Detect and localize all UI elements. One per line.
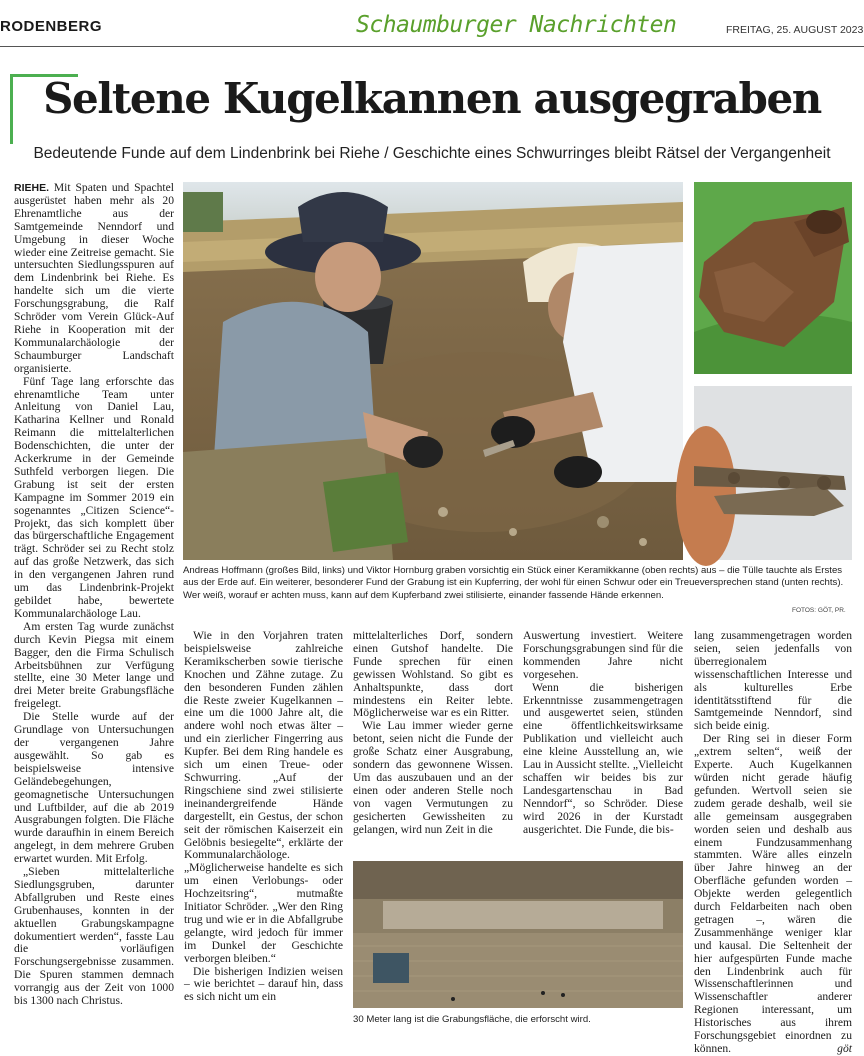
article-column-4: [523, 630, 683, 855]
article-column-3: [353, 630, 513, 855]
header-rule: [0, 46, 864, 47]
paragraph: Die Stelle wurde auf der Grundlage von Untersuchungen der vergangenen Jahre ausgewählt. So gab es beispielsweise intensive Geländebegehungen, geomagnetische Untersuchungen und Luftbilder, auf die ab 2019 Ausgrabungen folgten. Die Fläche wurde daraufhin in einem Bereich angelegt, in dem mehrere Gruben erwartet wurden. Mit Erfolg.: [14, 710, 174, 866]
photo-credit: FOTOS: GÖT, PR.: [792, 607, 846, 614]
subheadline: Bedeutende Funde auf dem Lindenbrink bei Riehe / Geschichte eines Schwurringes bleibt Rätsel der Vergangenheit: [33, 145, 831, 162]
article-column-2: [184, 630, 343, 1030]
author-signature: göt: [837, 1042, 852, 1055]
paragraph: Fünf Tage lang erforschte das ehrenamtliche Team unter Anleitung von Daniel Lau, Katharina Kellner und Ronald Reimann die mittelalterlichen Bodenschichten, die unter der Ackerkrume in der Gemeinde Suthfeld verborgen liegen. Die Grabung ist seit der ersten Kampagne im Sommer 2019 ein sogenanntes „Citizen Science“-Projekt, das sich komplett über das bürgerschaftliche Engagement trägt. Schröder sei zu Recht stolz auf das große Netzwerk, das sich in den vergangenen Jahren rund um das Lindenbrink-Projekt gebildet habe, bewertete Kommunalarchäologe Lau.: [14, 374, 174, 620]
headline: Seltene Kugelkannen ausgegraben: [43, 74, 821, 123]
dateline: RIEHE.: [14, 182, 50, 194]
article-column-5: [694, 629, 852, 1055]
jug-illustration: [694, 182, 852, 374]
paragraph: [14, 182, 174, 376]
paragraph: Am ersten Tag wurde zunächst durch Kevin Piegsa mit einem Bagger, den die Firma Schulisch Arbeitsbühnen zur Verfügung stellte, eine 30 Meter lange und drei Meter breite Grabungsfläche freigelegt.: [14, 619, 174, 711]
paragraph: mittelalterliches Dorf, sondern einen Gutshof handelte. Die Funde sprechen für einen gewissen Wohlstand. So gibt es Anhaltspunkte, dass dort mindestens ein Reiter lebte. Möglicherweise war es ein Ritter.: [353, 629, 513, 720]
paragraph: Wie Lau immer wieder gerne betont, seien nicht die Funde der große Schatz einer Ausgrabung, sondern das gewonnene Wissen. Um das auszubauen und an der einen oder anderen Stelle noch von vagen Vermutungen zu gesicherten Gewissheiten zu gelangen, wird nun Zeit in die: [353, 719, 513, 836]
paragraph: [694, 733, 852, 1056]
issue-date: FREITAG, 25. AUGUST 2023: [726, 24, 864, 36]
aerial-photo-excavation-area: [353, 861, 683, 1008]
photo-kupferring: [694, 386, 852, 560]
article-column-1: [14, 182, 174, 1030]
aerial-photo-caption: 30 Meter lang ist die Grabungsfläche, die erforscht wird.: [353, 1014, 591, 1025]
main-photo-excavation: [183, 182, 683, 560]
aerial-illustration: [353, 861, 683, 1008]
paragraph-text: Mit Spaten und Spachtel ausgerüstet haben mehr als 20 Ehrenamtliche aus der Samtgemeinde Nenndorf und Umgebung in dieser Woche wieder eine Zeitreise gemacht. Sie untersuchten Siedlungsspuren auf dem Lindenbrink bei Riehe. Es handelte sich um die vierte Forschungsgrabung, die Ralf Schröder vom Verein Glück-Auf Riehe in Kooperation mit der Kommunalarchäologie der Schaumburger Landschaft organisierte.: [14, 181, 174, 375]
paragraph: „Sieben mittelalterliche Siedlungsgruben, darunter Abfallgruben und Reste eines Grubenhauses, konnten in der aktuellen Grabungskampagne dokumentiert werden“, fasste Lau die vorläufigen Forschungsergebnisse zusammen. Die Spuren stammen demnach vorrangig aus der Zeit von 1000 bis 1300 nach Christus.: [14, 865, 174, 1008]
paragraph: lang zusammengetragen worden seien, seien jedenfalls von überregionalem wissenschaftlichen Interesse und als kulturelles Erbe identitätsstiftend für die Samtgemeinde Nenndorf, sind sich beide einig.: [694, 629, 852, 733]
excavation-illustration: [183, 182, 683, 560]
paragraph: Wie in den Vorjahren traten beispielsweise zahlreiche Keramikscherben sowie tierische Knochen und Zähne zutage. Zu den besonderen Funden zählen die Reste zweier Kugelkannen – eine um die 1000 Jahre alt, die andere wohl noch etwas älter – und ein zierlicher Fingerring aus Kupfer. Bei dem Ring handele es sich um einen Treue- oder Schwurring. „Auf der Ringschiene sind zwei stilisierte ineinandergreifende Hände dargestellt, ein Gestus, der schon seit der römischen Kaiserzeit ein Gelöbnis besiegelte“, erklärte der Kommunalarchäologe. „Möglicherweise handelte es sich um einen Verlobungs- oder Hochzeitsring“, mutmaßte Initiator Schröder. „Wer den Ring trug und wie er in die Abfallgrube gelangte, wird jedoch für immer im Dunkel der Geschichte verborgen bleiben.“: [184, 629, 343, 965]
newspaper-name: Schaumburger Nachrichten: [356, 12, 677, 38]
paragraph: Die bisherigen Indizien weisen – wie berichtet – darauf hin, dass es sich nicht um ein: [184, 964, 343, 1004]
photo-kugelkanne: [694, 182, 852, 374]
main-photo-caption: Andreas Hoffmann (großes Bild, links) und Viktor Hornburg graben vorsichtig ein Stück einer Keramikkanne (oben rechts) aus – die Tülle tauchte als Erstes aus der Erde auf. Ein weiterer, besonderer Fund der Grabung ist ein Kupferring, der wohl für einen Schwur oder ein Treueversprechen stand (unten rechts). Wer weiß, worauf er achten muss, kann auf dem Kupferband zwei stilisierte, einander fassende Hände erkennen.: [183, 565, 844, 601]
ring-illustration: [694, 386, 852, 560]
section-label: RODENBERG: [0, 18, 103, 35]
paragraph: Wenn die bisherigen Erkenntnisse zusammengetragen und ausgewertet seien, stünden eine öffentlichkeitswirksame Publikation und vielleicht auch eine kleine Ausstellung an, wie Lau in Aussicht stellte. „Vielleicht schaffen wir beides bis zur Landesgartenschau in Bad Nenndorf“, so Schröder. Diese wird 2026 in der Kurstadt ausgerichtet. Die Funde, die bis-: [523, 680, 683, 836]
paragraph-text: Der Ring sei in dieser Form „extrem selten“, weiß der Experte. Auch Kugelkannen würden nicht gerade häufig gefunden. Wertvoll seien sie zudem gerade deshalb, weil sie alle gemeinsam ausgegraben worden seien und deshalb aus einem Fundzusammenhang stammten. Wäre alles einzeln über Jahre hinweg an der Oberfläche gefunden worden – Objekte werden gelegentlich durch Feldarbeiten nach oben getragen –, wären die Zusammenhänge weniger klar und kausal. Die Seltenheit der hier aufgespürten Funde mache den Lindenbrink auch für Wissenschaftlerinnen und Wissenschaftler anderer Regionen interessant, um Historisches aus ihrem Forschungsgebiet einordnen zu können.: [694, 732, 852, 1055]
paragraph: Auswertung investiert. Weitere Forschungsgrabungen sind für die kommenden Jahre nicht vorgesehen.: [523, 629, 683, 681]
